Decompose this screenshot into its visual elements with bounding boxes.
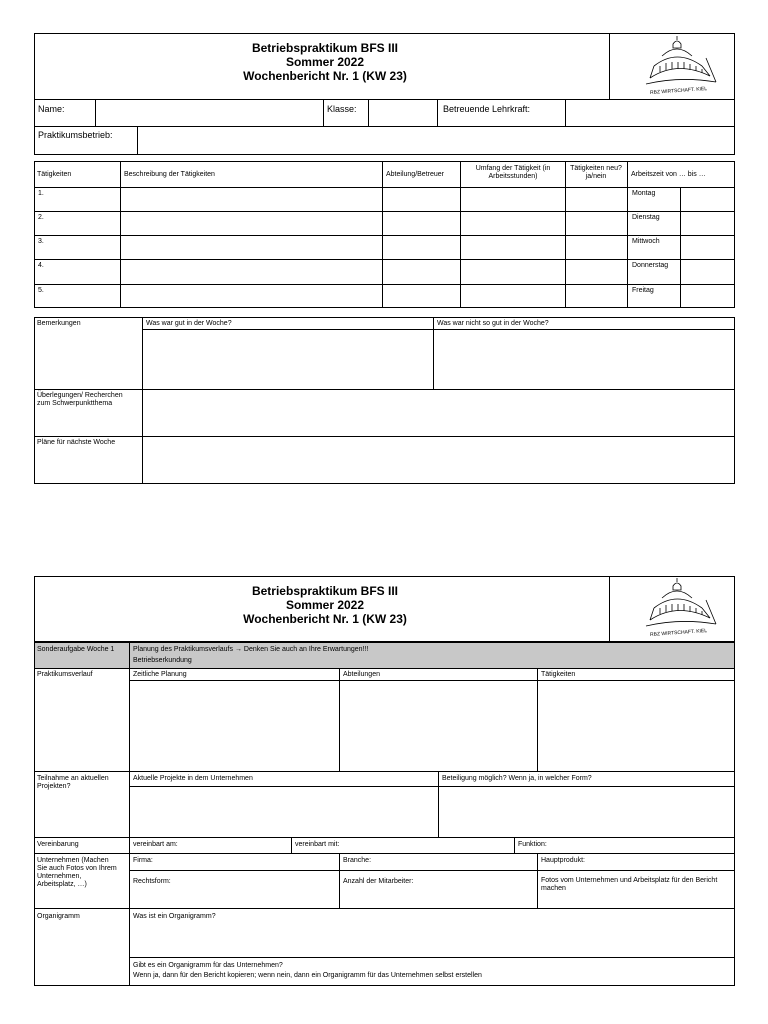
- organigramm-text1: Gibt es ein Organigramm für das Unternehmen?: [133, 962, 283, 969]
- bemerkungen-label: Bemerkungen: [37, 320, 81, 327]
- lehrkraft-label: Betreuende Lehrkraft:: [443, 104, 531, 114]
- row-number-5: 5.: [38, 287, 44, 294]
- sonder-label: Sonderaufgabe Woche 1: [37, 646, 115, 653]
- beteiligung-header: Beteiligung möglich? Wenn ja, in welcher Form?: [442, 775, 592, 782]
- verlauf-label: Praktikumsverlauf: [37, 671, 93, 678]
- task-table: [34, 642, 735, 986]
- nicht-gut-label: Was war nicht so gut in der Woche?: [437, 320, 549, 327]
- aktuelle-projekte-header: Aktuelle Projekte in dem Unternehmen: [133, 775, 253, 782]
- mitarbeiter-label: Anzahl der Mitarbeiter:: [343, 878, 414, 885]
- fotos-label: Fotos vom Unternehmen und Arbeitsplatz für den Bericht machen: [541, 877, 718, 892]
- projekte-label: Teilnahme an aktuellen Projekten?: [37, 775, 109, 790]
- row-number-2: 2.: [38, 214, 44, 221]
- organigramm-label: Organigramm: [37, 913, 80, 920]
- doc-title-line2: Sommer 2022: [285, 55, 365, 69]
- rechtsform-label: Rechtsform:: [133, 878, 171, 885]
- branche-label: Branche:: [343, 857, 372, 864]
- sonder-text2: Betriebserkundung: [133, 657, 192, 664]
- klasse-label: Klasse:: [327, 104, 357, 114]
- doc-title-line1: Betriebspraktikum BFS III: [251, 584, 399, 598]
- school-logo-icon: [640, 36, 720, 92]
- plaene-label: Pläne für nächste Woche: [37, 439, 116, 446]
- col-arbeitszeit: Arbeitszeit von … bis …: [631, 171, 706, 178]
- planung-header: Zeitliche Planung: [133, 671, 187, 678]
- unternehmen-label: Unternehmen (Machen Sie auch Fotos von Ihrem Unternehmen, Arbeitsplatz, …): [37, 857, 117, 888]
- col-beschreibung: Beschreibung der Tätigkeiten: [124, 171, 215, 178]
- vereinbart-am-label: vereinbart am:: [133, 841, 178, 848]
- school-logo-icon: [640, 578, 720, 634]
- lehrkraft-field[interactable]: [566, 100, 734, 125]
- organigramm-text2: Wenn ja, dann für den Bericht kopieren; wenn nein, dann ein Organigramm für das Unternehmen selbst erstellen: [133, 972, 482, 979]
- row-number-4: 4.: [38, 262, 44, 269]
- betrieb-label: Praktikumsbetrieb:: [38, 130, 113, 140]
- firma-label: Firma:: [133, 857, 153, 864]
- day-dienstag: Dienstag: [632, 214, 660, 221]
- logo-text: RBZ WIRTSCHAFT. KIEL: [649, 628, 708, 638]
- row-number-3: 3.: [38, 238, 44, 245]
- name-field[interactable]: [96, 100, 322, 125]
- col-abteilung: Abteilung/Betreuer: [386, 171, 444, 178]
- doc-title-line1: Betriebspraktikum BFS III: [251, 41, 399, 55]
- gut-label: Was war gut in der Woche?: [146, 320, 232, 327]
- betrieb-field[interactable]: [138, 127, 734, 154]
- ueberlegungen-label: Überlegungen/ Recherchen zum Schwerpunktthema: [37, 392, 123, 407]
- col-umfang: Umfang der Tätigkeit (in Arbeitsstunden): [475, 165, 551, 180]
- col-neu: Tätigkeiten neu? ja/nein: [570, 165, 622, 180]
- sonder-text1: Planung des Praktikumsverlaufs → Denken Sie auch an Ihre Erwartungen!!!: [133, 646, 369, 653]
- col-taetigkeiten: Tätigkeiten: [37, 171, 72, 178]
- hauptprodukt-label: Hauptprodukt:: [541, 857, 585, 864]
- doc-title-line2: Sommer 2022: [285, 598, 365, 612]
- name-label: Name:: [38, 104, 65, 114]
- day-donnerstag: Donnerstag: [632, 262, 669, 269]
- vereinbarung-label: Vereinbarung: [37, 841, 79, 848]
- doc-title-line3: Wochenbericht Nr. 1 (KW 23): [243, 69, 407, 83]
- abteilungen-header: Abteilungen: [343, 671, 380, 678]
- day-freitag: Freitag: [632, 287, 654, 294]
- logo-text: RBZ WIRTSCHAFT. KIEL: [649, 86, 708, 96]
- vereinbart-mit-label: vereinbart mit:: [295, 841, 340, 848]
- day-mittwoch: Mittwoch: [632, 238, 660, 245]
- row-number-1: 1.: [38, 190, 44, 197]
- klasse-field[interactable]: [369, 100, 436, 125]
- day-montag: Montag: [632, 190, 656, 197]
- funktion-label: Funktion:: [518, 841, 547, 848]
- doc-title-line3: Wochenbericht Nr. 1 (KW 23): [243, 612, 407, 626]
- organigramm-frage: Was ist ein Organigramm?: [133, 913, 216, 920]
- taetigkeiten-header: Tätigkeiten: [541, 671, 576, 678]
- remarks-table: [34, 317, 735, 484]
